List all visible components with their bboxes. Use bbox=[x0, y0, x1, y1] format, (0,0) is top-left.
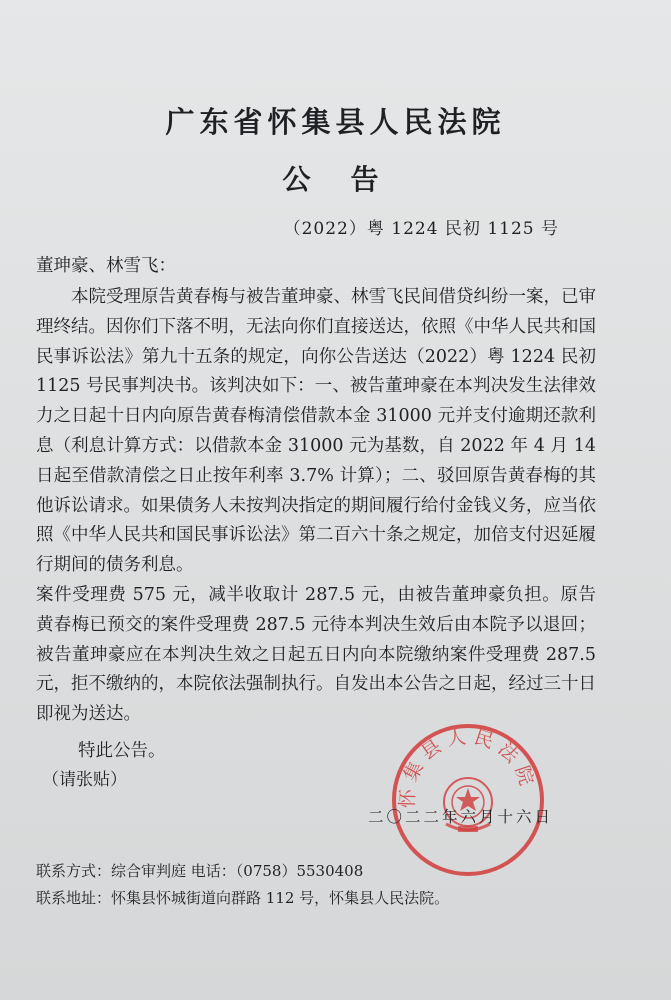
notice-heading: 公告 bbox=[282, 163, 419, 196]
contact-address: 联系地址：怀集县怀城街道向群路 112 号，怀集县人民法院。 bbox=[36, 889, 450, 907]
court-title: 广东省怀集县人民法院 bbox=[165, 105, 506, 139]
fee-paragraph: 案件受理费 575 元，减半收取计 287.5 元，由被告董珅豪负担。原告黄春梅已预交的案件受理费 287.5 元待本判决生效后由本院予以退回；被告董珅豪应在本判决生效之日起五日内向本院缴纳案件受理费 287.5 元，拒不缴纳的，本院依法强制执行。自发出本公告之日起，经过三十日即视为送达。 bbox=[36, 584, 596, 725]
closing-line: 特此公告。 bbox=[78, 741, 166, 761]
judgment-paragraph: 本院受理原告黄春梅与被告董珅豪、林雪飞民间借贷纠纷一案，已审理终结。因你们下落不明，无法向你们直接送达，依照《中华人民共和国民事诉讼法》第九十五条的规定，向你公告送达（2022）粤 1224 民初 1125 号民事判决书。该判决如下：一、被告董珅豪在本判决发生法律效力之日起十日内向原告黄春梅清偿借款本金 31000 元并支付逾期还款利息（利息计算方式：以借款本金 31000 元为基数，自 2022 年 4 月 14 日起至借款清偿之日止按年利率 3.7% 计算）；二、驳回原告黄春梅的其他诉讼请求。如果债务人未按判决指定的期间履行给付金钱义务，应当依照《中华人民共和国民事诉讼法》第二百六十条之规定，加倍支付迟延履行期间的债务利息。 bbox=[36, 287, 596, 576]
contact-block bbox=[36, 858, 449, 912]
case-number: （2022）粤 1224 民初 1125 号 bbox=[283, 219, 559, 239]
issue-date: 二〇二二年六月十六日 bbox=[368, 808, 554, 826]
contact-method: 联系方式：综合审判庭 电话：（0758）5530408 bbox=[36, 862, 364, 880]
posting-note: （请张贴） bbox=[42, 770, 127, 790]
seal-text: 怀集县人民法院 bbox=[396, 725, 540, 809]
court-seal-icon bbox=[388, 720, 548, 880]
addressee: 董珅豪、林雪飞： bbox=[36, 256, 176, 276]
notice-body bbox=[36, 283, 596, 730]
